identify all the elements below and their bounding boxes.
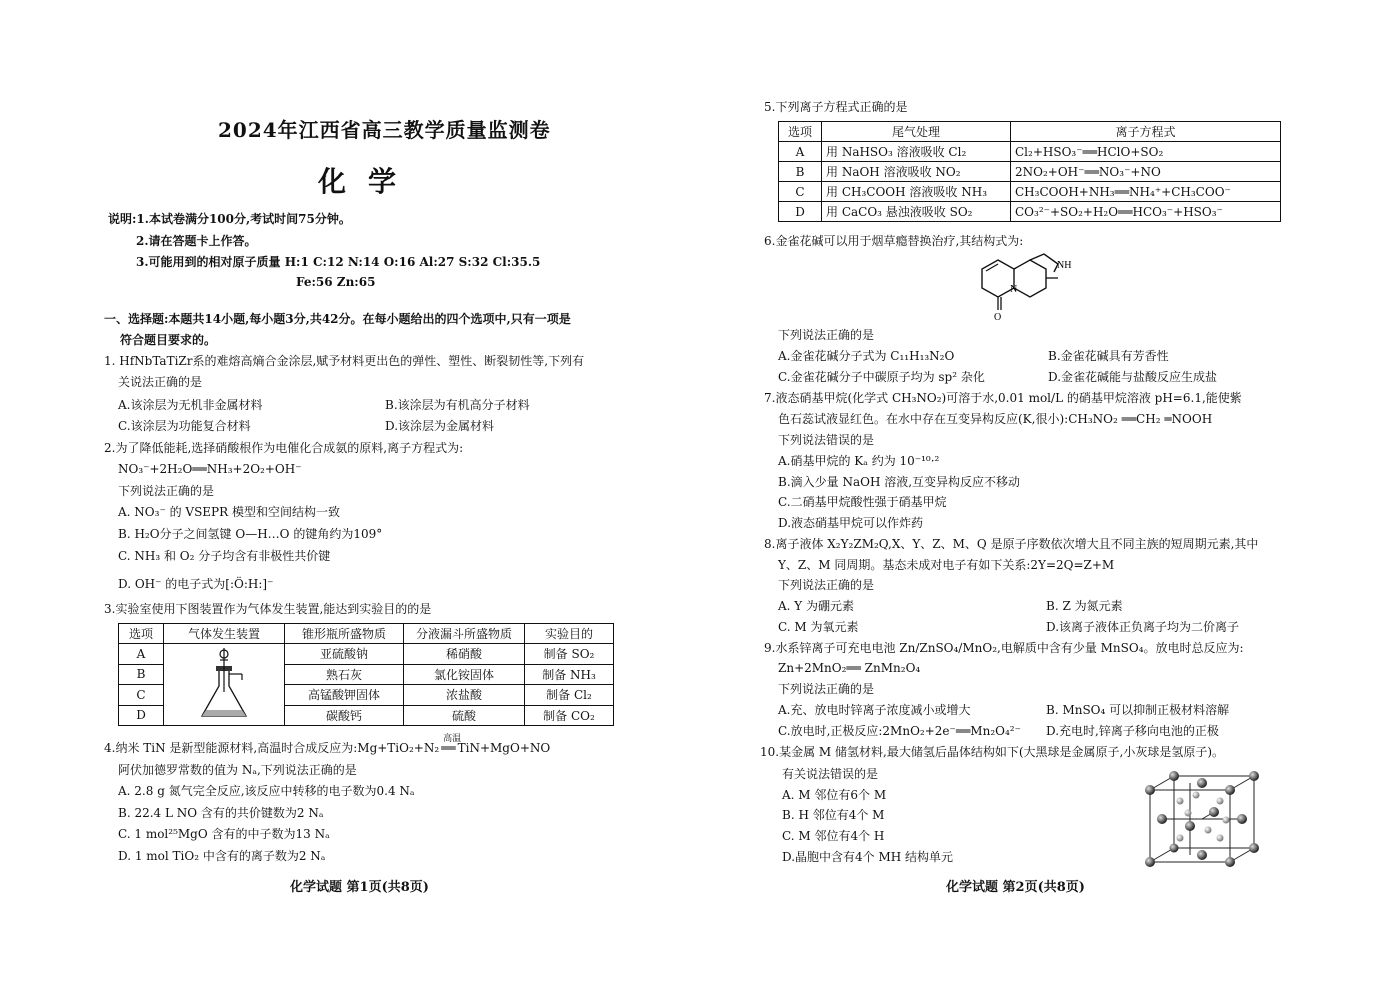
table-row [779,162,1281,182]
note-4: Fe:56 Zn:65 [296,275,376,289]
exam-title: 2024年江西省高三教学质量监测卷 [218,118,551,142]
flask-apparatus-icon [194,644,254,722]
table-cell: CO₃²⁻+SO₂+H₂O══HCO₃⁻+HSO₃⁻ [1011,202,1281,222]
q1-stem-cont: 关说法正确的是 [118,375,203,389]
q7-option-b: B.滴入少量 NaOH 溶液,互变异构反应不移动 [778,475,1021,489]
q9-lead: 下列说法正确的是 [778,682,875,696]
reaction-condition: 高温 ══ [441,734,462,755]
table-header: 离子方程式 [1011,122,1281,142]
q4-option-a: A. 2.8 g 氮气完全反应,该反应中转移的电子数为0.4 Nₐ [118,784,415,798]
table-cell: 制备 Cl₂ [525,685,614,706]
q2-equation: NO₃⁻+2H₂O══NH₃+2O₂+OH⁻ [118,462,302,476]
table-header: 实验目的 [525,624,614,644]
table-cell: A [119,644,164,665]
q3-table [118,623,614,726]
table-cell: 用 NaOH 溶液吸收 NO₂ [822,162,1011,182]
apparatus-figure [164,644,285,726]
table-cell: D [779,202,822,222]
q5-stem: 5.下列离子方程式正确的是 [764,100,908,114]
table-header: 选项 [779,122,822,142]
q9-option-a: A.充、放电时锌离子浓度减小或增大 [778,703,971,717]
q8-option-a: A. Y 为硼元素 [778,599,855,613]
q6-option-d: D.金雀花碱能与盐酸反应生成盐 [1048,370,1218,384]
q8-stem-cont: Y、Z、M 同周期。基态未成对电子有如下关系:2Y=2Q=Z+M [778,558,1115,572]
q10-lead: 有关说法错误的是 [782,767,879,781]
table-header-row [779,122,1281,142]
q1-option-a: A.该涂层为无机非金属材料 [118,398,263,412]
q7-lead: 下列说法错误的是 [778,433,875,447]
q1-option-d: D.该涂层为金属材料 [385,419,495,433]
q7-stem: 7.液态硝基甲烷(化学式 CH₃NO₂)可溶于水,0.01 mol/L 的硝基甲烷溶液 pH=6.1,能使紫 [764,391,1242,405]
q2-lead: 下列说法正确的是 [118,484,215,498]
q9-option-b: B. MnSO₄ 可以抑制正极材料溶解 [1046,703,1230,717]
table-header: 锥形瓶所盛物质 [285,624,404,644]
table-row [779,142,1281,162]
q7-option-d: D.液态硝基甲烷可以作炸药 [778,516,924,530]
condition-label: 高温 [443,734,462,744]
section-heading-cont: 符合题目要求的。 [120,333,217,347]
note-2: 2.请在答题卡上作答。 [136,234,257,248]
q9-option-c: C.放电时,正极反应:2MnO₂+2e⁻══Mn₂O₄²⁻ [778,724,1021,738]
q10-stem: 10.某金属 M 储氢材料,最大储氢后晶体结构如下(大黑球是金属原子,小灰球是氢原子)。 [760,745,1224,759]
table-row [779,202,1281,222]
table-cell: 2NO₂+OH⁻══NO₃⁻+NO [1011,162,1281,182]
cytisine-structure [970,250,1080,322]
table-cell: 熟石灰 [285,664,404,685]
table-header: 尾气处理 [822,122,1011,142]
q9-stem-cont: Zn+2MnO₂══ ZnMn₂O₄ [778,661,921,675]
table-cell: Cl₂+HSO₃⁻══HClO+SO₂ [1011,142,1281,162]
section-heading: 一、选择题:本题共14小题,每小题3分,共42分。在每小题给出的四个选项中,只有一项是 [104,312,571,326]
q6-stem: 6.金雀花碱可以用于烟草瘾替换治疗,其结构式为: [764,234,1024,248]
q9-stem: 9.水系锌离子可充电电池 Zn/ZnSO₄/MnO₂,电解质中含有少量 MnSO₄。放电时总反应为: [764,641,1244,655]
page-footer-left: 化学试题 第1页(共8页) [290,880,429,895]
table-cell: 高锰酸钾固体 [285,685,404,706]
q2-stem: 2.为了降低能耗,选择硝酸根作为电催化合成氨的原料,离子方程式为: [104,441,464,455]
o-label: O [994,312,1002,322]
table-cell: 氯化铵固体 [404,664,525,685]
q10-option-c: C. M 邻位有4个 H [782,829,885,843]
q2-option-d: D. OH⁻ 的电子式为[:Ö:H:]⁻ [118,577,274,591]
table-cell: B [779,162,822,182]
q4-option-d: D. 1 mol TiO₂ 中含有的离子数为2 Nₐ [118,849,326,863]
q2-option-c: C. NH₃ 和 O₂ 分子均含有非极性共价键 [118,549,331,563]
q1-stem: 1. HfNbTaTiZr系的难熔高熵合金涂层,赋予材料更出色的弹性、塑性、断裂韧性等,下列有 [104,354,585,368]
q1-option-c: C.该涂层为功能复合材料 [118,419,251,433]
page-footer-right: 化学试题 第2页(共8页) [946,880,1085,895]
table-cell: 制备 CO₂ [525,705,614,726]
table-cell: 制备 NH₃ [525,664,614,685]
q8-option-d: D.该离子液体正负离子均为二价离子 [1046,620,1240,634]
q6-option-c: C.金雀花碱分子中碳原子均为 sp² 杂化 [778,370,985,384]
table-row [779,182,1281,202]
q4-stem [104,734,551,755]
q8-stem: 8.离子液体 X₂Y₂ZM₂Q,X、Y、Z、M、Q 是原子序数依次增大且不同主族的短周期元素,其中 [764,537,1259,551]
table-header-row [119,624,614,644]
q8-lead: 下列说法正确的是 [778,578,875,592]
q6-lead: 下列说法正确的是 [778,328,875,342]
table-cell: CH₃COOH+NH₃══NH₄⁺+CH₃COO⁻ [1011,182,1281,202]
q9-option-d: D.充电时,锌离子移向电池的正极 [1046,724,1219,738]
q8-option-b: B. Z 为氮元素 [1046,599,1123,613]
table-cell: C [779,182,822,202]
q4-option-b: B. 22.4 L NO 含有的共价键数为2 Nₐ [118,806,324,820]
q6-option-b: B.金雀花碱具有芳香性 [1048,349,1169,363]
q4-line2: 阿伏加德罗常数的值为 Nₐ,下列说法正确的是 [118,763,357,777]
nh-label: NH [1057,260,1072,271]
q4-stem-text: 4.纳米 TiN 是新型能源材料,高温时合成反应为:Mg+TiO₂+N₂ [104,741,440,755]
table-cell: 制备 SO₂ [525,644,614,665]
table-cell: 碳酸钙 [285,705,404,726]
q6-option-a: A.金雀花碱分子式为 C₁₁H₁₃N₂O [778,349,955,363]
q4-stem-products: TiN+MgO+NO [457,741,551,755]
table-cell: 硫酸 [404,705,525,726]
subject-title: 化学 [318,165,419,198]
table-cell: A [779,142,822,162]
q5-table [778,121,1281,222]
q10-option-a: A. M 邻位有6个 M [782,788,887,802]
table-header: 气体发生装置 [164,624,285,644]
table-cell: 稀硝酸 [404,644,525,665]
q10-option-b: B. H 邻位有4个 M [782,808,885,822]
q8-option-c: C. M 为氧元素 [778,620,859,634]
table-cell: 亚硫酸钠 [285,644,404,665]
q7-stem-cont: 色石蕊试液显红色。在水中存在互变异构反应(K,很小):CH₃NO₂ ══CH₂ ═NOOH [778,412,1213,426]
table-row [119,644,614,665]
table-cell: 用 CH₃COOH 溶液吸收 NH₃ [822,182,1011,202]
n-label: N [1010,284,1018,295]
q1-option-b: B.该涂层为有机高分子材料 [385,398,530,412]
table-cell: 用 CaCO₃ 悬浊液吸收 SO₂ [822,202,1011,222]
q4-option-c: C. 1 mol²⁵MgO 含有的中子数为13 Nₐ [118,827,330,841]
q7-option-a: A.硝基甲烷的 Kₐ 约为 10⁻¹⁰·² [778,454,940,468]
q2-option-b: B. H₂O分子之间氢键 O—H…O 的键角约为109° [118,527,383,541]
q7-option-c: C.二硝基甲烷酸性强于硝基甲烷 [778,495,947,509]
crystal-lattice-diagram [1136,768,1268,872]
note-3: 3.可能用到的相对原子质量 H:1 C:12 N:14 O:16 Al:27 S:32 Cl:35.5 [136,255,541,269]
q10-option-d: D.晶胞中含有4个 MH 结构单元 [782,850,954,864]
table-cell: B [119,664,164,685]
table-cell: D [119,705,164,726]
table-cell: 浓盐酸 [404,685,525,706]
table-cell: C [119,685,164,706]
q3-stem: 3.实验室使用下图装置作为气体发生装置,能达到实验目的的是 [104,602,432,616]
table-cell: 用 NaHSO₃ 溶液吸收 Cl₂ [822,142,1011,162]
table-header: 选项 [119,624,164,644]
note-1: 说明:1.本试卷满分100分,考试时间75分钟。 [108,212,351,226]
q2-option-a: A. NO₃⁻ 的 VSEPR 模型和空间结构一致 [118,505,340,519]
table-header: 分液漏斗所盛物质 [404,624,525,644]
